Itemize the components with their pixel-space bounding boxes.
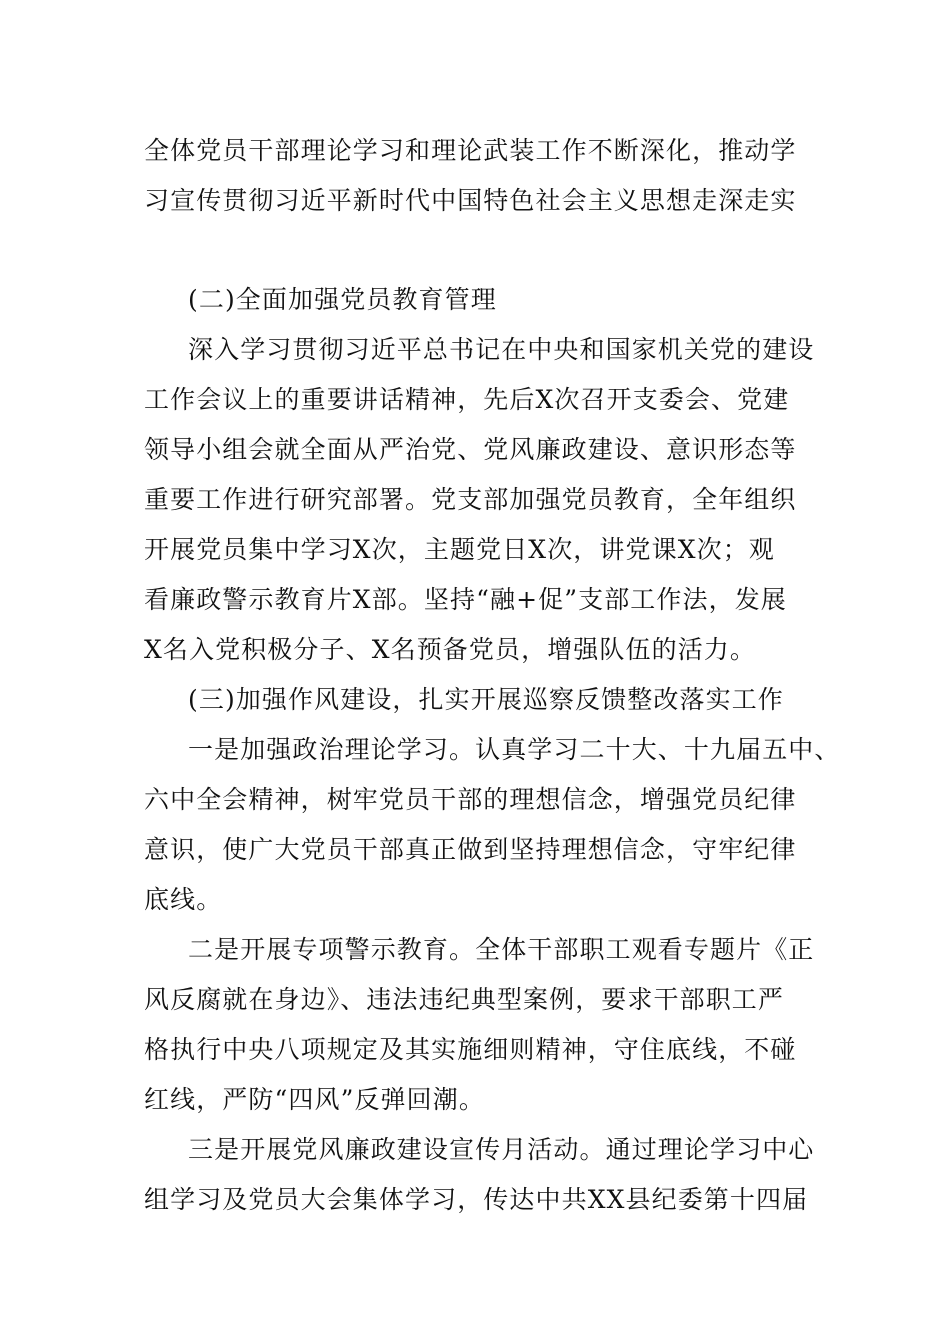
- section-heading: (三)加强作风建设，扎实开展巡察反馈整改落实工作: [188, 685, 784, 714]
- text-line: 二是开展专项警示教育。全体干部职工观看专题片《正: [188, 935, 815, 964]
- text-line: 底线。: [144, 885, 223, 914]
- text-line: 格执行中央八项规定及其实施细则精神，守住底线，不碰: [144, 1035, 797, 1064]
- text-line: 六中全会精神，树牢党员干部的理想信念，增强党员纪律: [144, 785, 797, 814]
- text-line: 一是加强政治理论学习。认真学习二十大、十九届五中、: [188, 735, 841, 764]
- text-line: 组学习及党员大会集体学习，传达中共XX县纪委第十四届: [144, 1185, 809, 1214]
- text-line: 重要工作进行研究部署。党支部加强党员教育，全年组织: [144, 485, 797, 514]
- text-line: 开展党员集中学习X次，主题党日X次，讲党课X次；观: [144, 535, 775, 564]
- text-line: 看廉政警示教育片X部。坚持“融+促”支部工作法，发展: [144, 585, 787, 614]
- text-line: 习宣传贯彻习近平新时代中国特色社会主义思想走深走实: [144, 186, 797, 215]
- text-line: 红线，严防“四风”反弹回潮。: [144, 1085, 485, 1114]
- text-line: 三是开展党风廉政建设宣传月活动。通过理论学习中心: [188, 1135, 815, 1164]
- text-line: 全体党员干部理论学习和理论武装工作不断深化，推动学: [144, 136, 797, 165]
- text-line: 深入学习贯彻习近平总书记在中央和国家机关党的建设: [188, 335, 815, 364]
- text-line: 意识，使广大党员干部真正做到坚持理想信念，守牢纪律: [144, 835, 797, 864]
- text-line: 领导小组会就全面从严治党、党风廉政建设、意识形态等: [144, 435, 797, 464]
- text-line: X名入党积极分子、X名预备党员，增强队伍的活力。: [144, 635, 756, 664]
- section-heading: (二)全面加强党员教育管理: [188, 285, 497, 314]
- text-line: 风反腐就在身边》、违法违纪典型案例，要求干部职工严: [144, 985, 785, 1014]
- text-line: 工作会议上的重要讲话精神，先后X次召开支委会、党建: [144, 385, 790, 414]
